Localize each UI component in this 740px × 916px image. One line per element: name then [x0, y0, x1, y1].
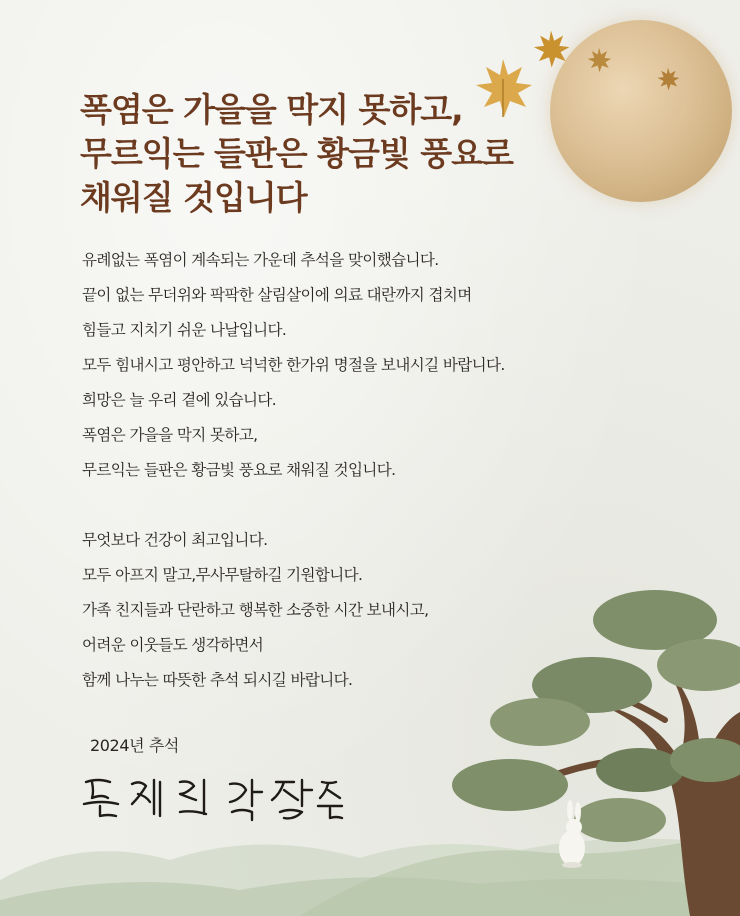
paragraph-gap — [82, 488, 642, 523]
letter-body — [82, 243, 642, 698]
body-line: 무엇보다 건강이 최고입니다. — [82, 531, 268, 549]
body-line: 유례없는 폭염이 계속되는 가운데 추석을 맞이했습니다. — [82, 251, 439, 269]
body-line: 힘들고 지치기 쉬운 나날입니다. — [82, 321, 287, 339]
handwritten-signature — [80, 770, 350, 826]
headline-line: 폭염은 가을을 막지 못하고, — [80, 90, 463, 129]
maple-leaf-icon — [530, 28, 572, 70]
headline-line: 무르익는 들판은 황금빛 풍요로 — [80, 134, 513, 173]
headline-line: 채워질 것입니다 — [80, 178, 307, 217]
body-line: 함께 나누는 따뜻한 추석 되시길 바랍니다. — [82, 671, 353, 689]
body-line: 가족 친지들과 단란하고 행복한 소중한 시간 보내시고, — [82, 601, 429, 619]
body-line: 어려운 이웃들도 생각하면서 — [82, 636, 264, 654]
headline — [80, 88, 550, 220]
maple-leaf-icon — [655, 66, 681, 92]
body-line: 희망은 늘 우리 곁에 있습니다. — [82, 391, 277, 409]
body-line: 모두 아프지 말고,무사무탈하길 기원합니다. — [82, 566, 363, 584]
body-line: 모두 힘내시고 평안하고 넉넉한 한가위 명절을 보내시길 바랍니다. — [82, 356, 505, 374]
maple-leaf-icon — [585, 46, 613, 74]
body-line: 무르익는 들판은 황금빛 풍요로 채워질 것입니다. — [82, 461, 396, 479]
body-line: 폭염은 가을을 막지 못하고, — [82, 426, 258, 444]
body-line: 끝이 없는 무더위와 팍팍한 살림살이에 의료 대란까지 겹치며 — [82, 286, 472, 304]
moon-icon — [550, 20, 732, 202]
letter-date: 2024년 추석 — [90, 736, 179, 755]
